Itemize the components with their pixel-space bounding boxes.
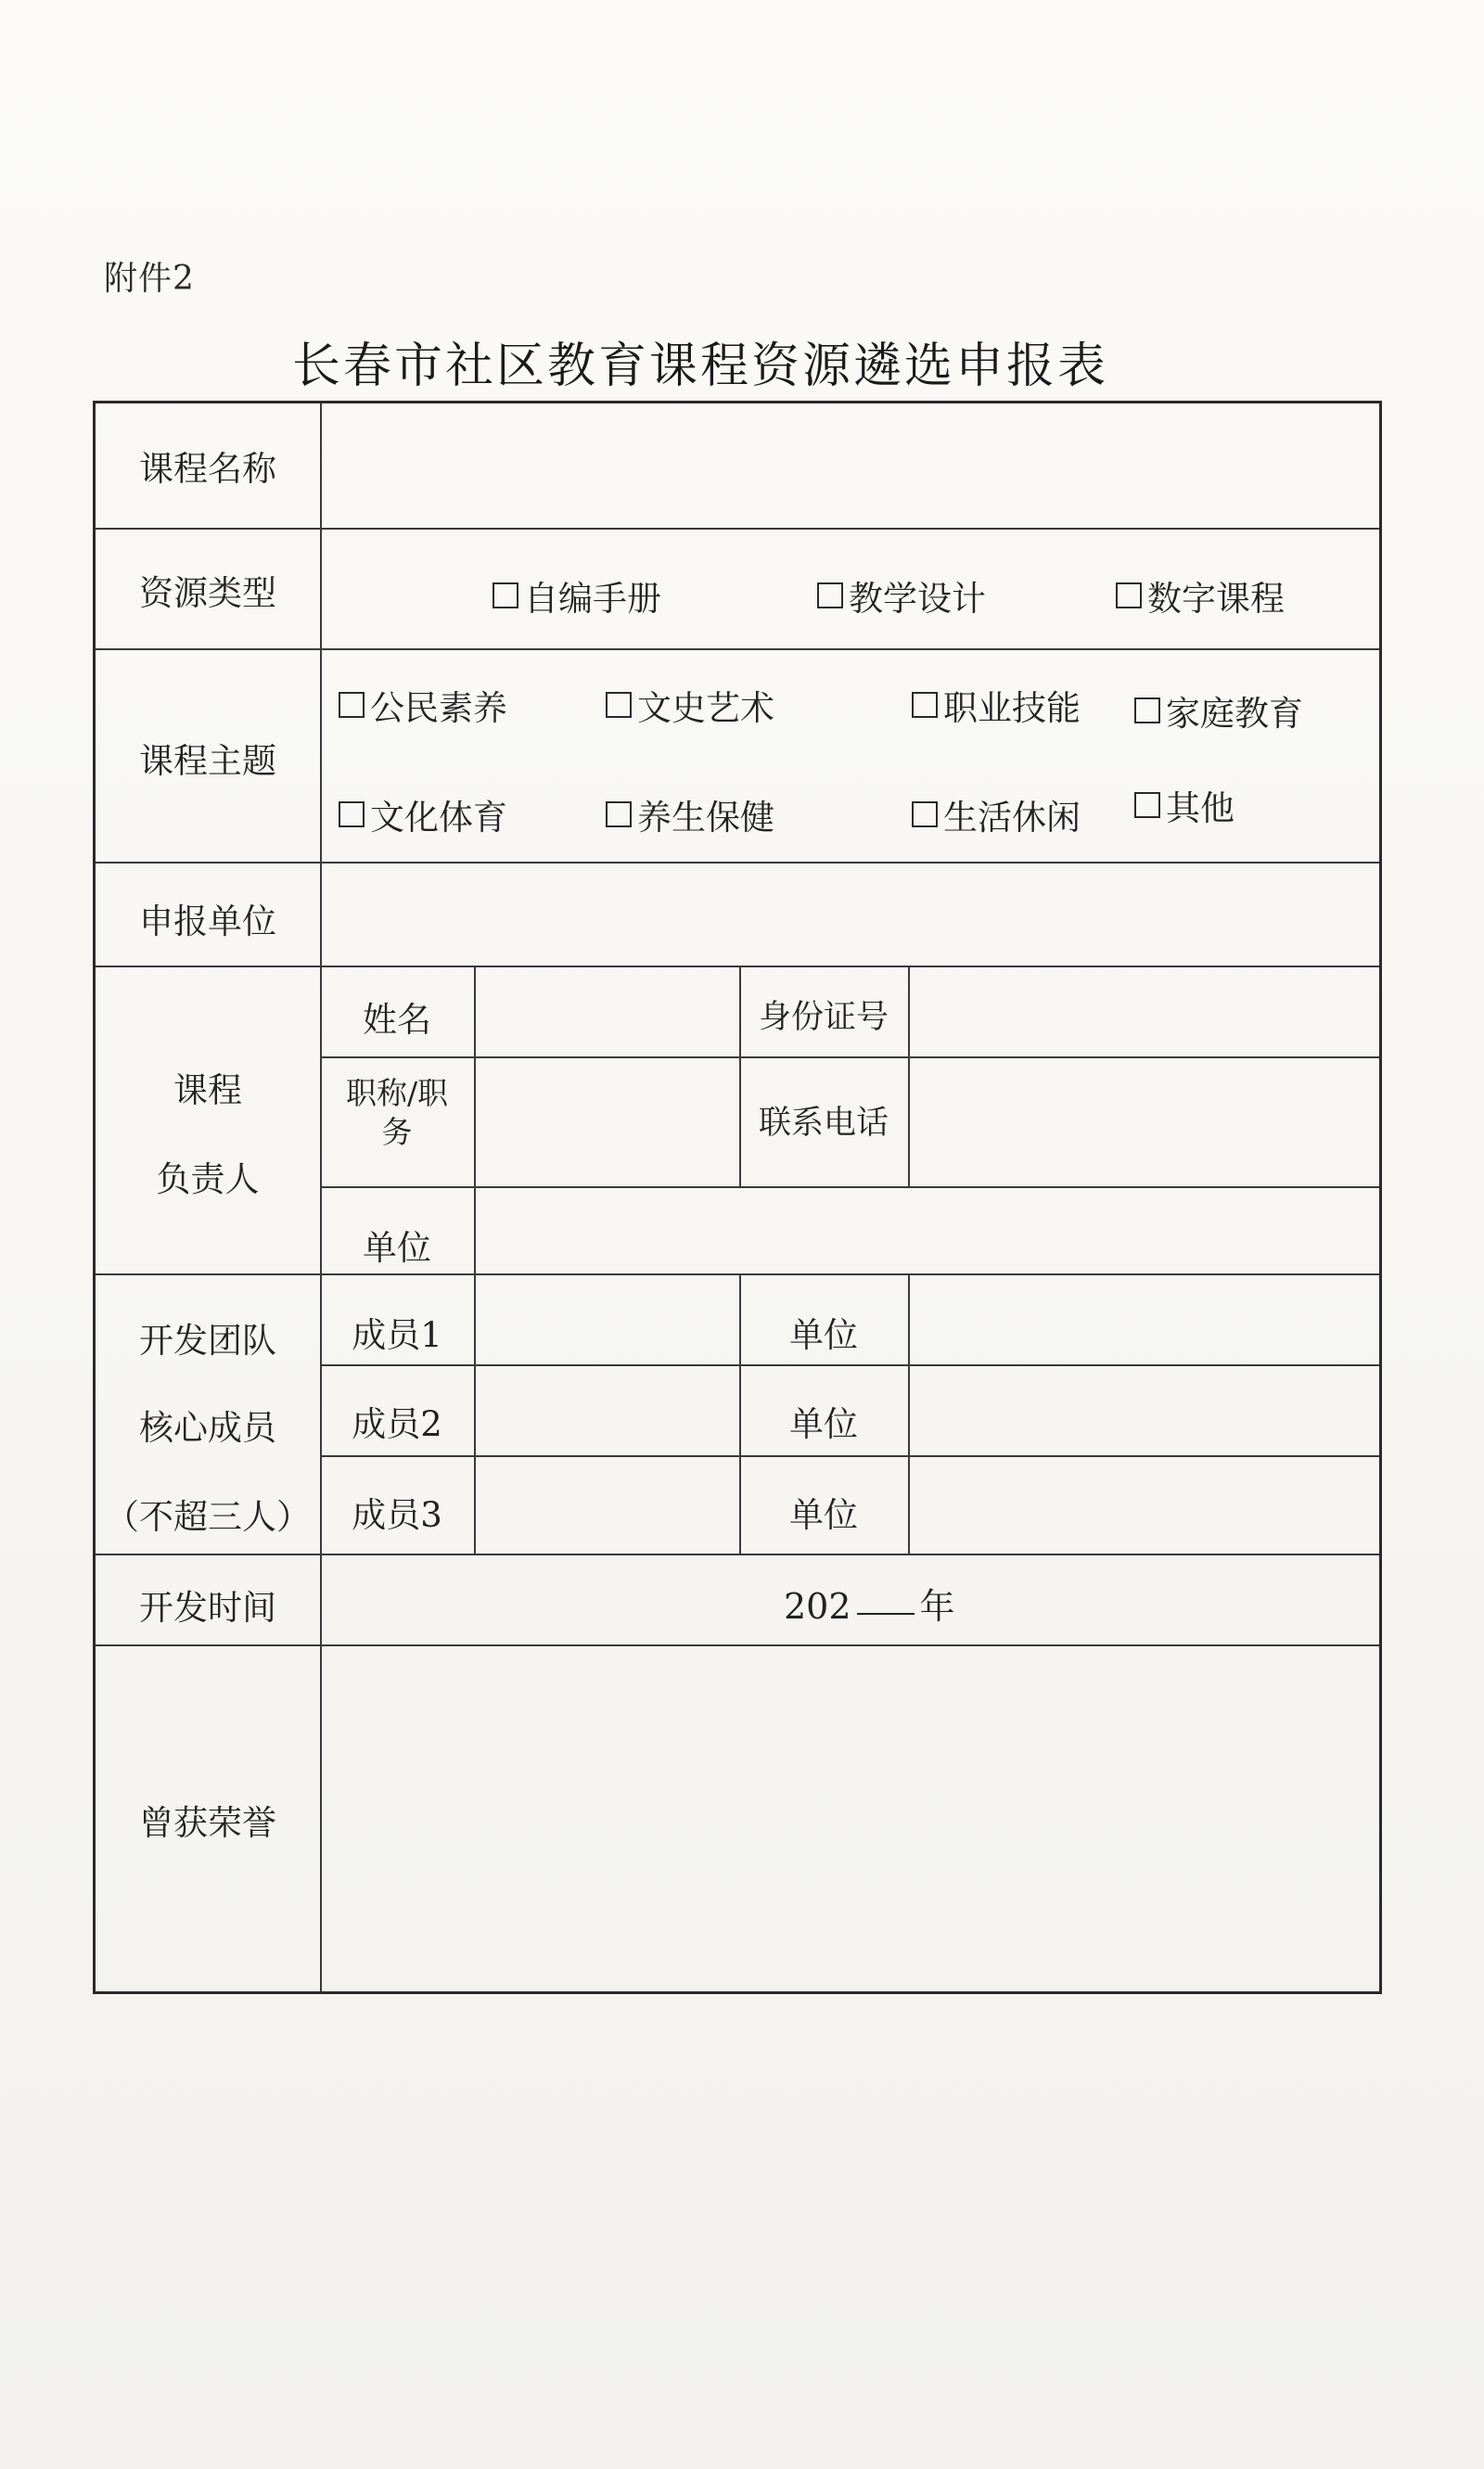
row-divider bbox=[96, 1273, 1379, 1275]
checkbox-icon[interactable] bbox=[606, 801, 632, 827]
label-id-number: 身份证号 bbox=[758, 999, 889, 1036]
row-divider bbox=[96, 966, 1379, 967]
label-course-leader-line1: 课程 bbox=[173, 1070, 242, 1110]
label-title-position-line2: 务 bbox=[381, 1114, 413, 1150]
option-leisure-life[interactable]: 生活休闲 bbox=[912, 789, 1081, 839]
checkbox-icon[interactable] bbox=[339, 801, 365, 827]
row-divider bbox=[96, 1644, 1379, 1646]
label-member-1-unit: 单位 bbox=[789, 1315, 858, 1355]
label-course-leader-line2: 负责人 bbox=[156, 1159, 260, 1199]
label-course-theme: 课程主题 bbox=[139, 741, 276, 781]
option-family-education[interactable]: 家庭教育 bbox=[1134, 685, 1303, 736]
label-team-line1: 开发团队 bbox=[139, 1321, 276, 1361]
row-divider bbox=[96, 648, 1379, 650]
label-member-3: 成员3 bbox=[352, 1495, 442, 1535]
form-title: 长春市社区教育课程资源遴选申报表 bbox=[291, 339, 1108, 394]
label-column-divider bbox=[320, 403, 322, 1991]
option-history-arts[interactable]: 文史艺术 bbox=[606, 680, 774, 730]
dev-time-value[interactable] bbox=[784, 1578, 955, 1629]
label-honors: 曾获荣誉 bbox=[139, 1803, 276, 1843]
application-form-table bbox=[93, 401, 1382, 1994]
cell-divider bbox=[908, 1273, 910, 1554]
label-leader-unit: 单位 bbox=[363, 1228, 431, 1268]
dev-time-suffix: 年 bbox=[919, 1586, 955, 1627]
sub-row-divider bbox=[320, 1186, 1379, 1188]
label-member-1: 成员1 bbox=[352, 1315, 442, 1355]
cell-divider bbox=[474, 966, 476, 1186]
label-team-line2: 核心成员 bbox=[139, 1408, 276, 1448]
label-member-3-unit: 单位 bbox=[789, 1495, 858, 1535]
option-culture-sports[interactable]: 文化体育 bbox=[339, 789, 507, 839]
dev-time-prefix: 202 bbox=[784, 1586, 851, 1627]
checkbox-icon[interactable] bbox=[339, 692, 365, 718]
label-name: 姓名 bbox=[363, 1000, 431, 1040]
label-title-position-line1: 职称/职 bbox=[345, 1075, 449, 1111]
checkbox-icon[interactable] bbox=[606, 692, 632, 718]
cell-divider bbox=[474, 1273, 476, 1554]
label-member-2: 成员2 bbox=[352, 1404, 442, 1444]
cell-divider bbox=[474, 1186, 476, 1273]
checkbox-icon[interactable] bbox=[1134, 697, 1160, 723]
option-other[interactable]: 其他 bbox=[1134, 780, 1235, 830]
sub-row-divider bbox=[320, 1364, 1379, 1366]
checkbox-icon[interactable] bbox=[817, 582, 843, 608]
label-team-line3: （不超三人） bbox=[105, 1497, 311, 1537]
option-vocational-skills[interactable]: 职业技能 bbox=[912, 680, 1081, 730]
attachment-label: 附件2 bbox=[104, 260, 195, 298]
cell-divider bbox=[908, 966, 910, 1186]
checkbox-icon[interactable] bbox=[493, 582, 518, 608]
option-digital-course[interactable]: 数字课程 bbox=[1116, 570, 1285, 620]
label-member-2-unit: 单位 bbox=[789, 1404, 858, 1444]
checkbox-icon[interactable] bbox=[912, 801, 938, 827]
year-blank-field[interactable] bbox=[857, 1613, 915, 1615]
option-health-care[interactable]: 养生保健 bbox=[606, 789, 774, 839]
checkbox-icon[interactable] bbox=[1116, 582, 1142, 608]
checkbox-icon[interactable] bbox=[912, 692, 938, 718]
row-divider bbox=[96, 528, 1379, 530]
row-divider bbox=[96, 862, 1379, 864]
label-dev-time: 开发时间 bbox=[139, 1588, 276, 1628]
sub-row-divider bbox=[320, 1056, 1379, 1058]
checkbox-icon[interactable] bbox=[1134, 792, 1160, 818]
label-phone: 联系电话 bbox=[758, 1105, 889, 1142]
label-applying-unit: 申报单位 bbox=[139, 902, 276, 941]
option-self-compiled-manual[interactable]: 自编手册 bbox=[493, 570, 661, 620]
option-civic-literacy[interactable]: 公民素养 bbox=[339, 680, 507, 730]
row-divider bbox=[96, 1554, 1379, 1555]
label-resource-type: 资源类型 bbox=[139, 573, 276, 613]
sub-row-divider bbox=[320, 1455, 1379, 1457]
option-teaching-design[interactable]: 教学设计 bbox=[817, 570, 986, 620]
label-course-name: 课程名称 bbox=[139, 449, 276, 489]
